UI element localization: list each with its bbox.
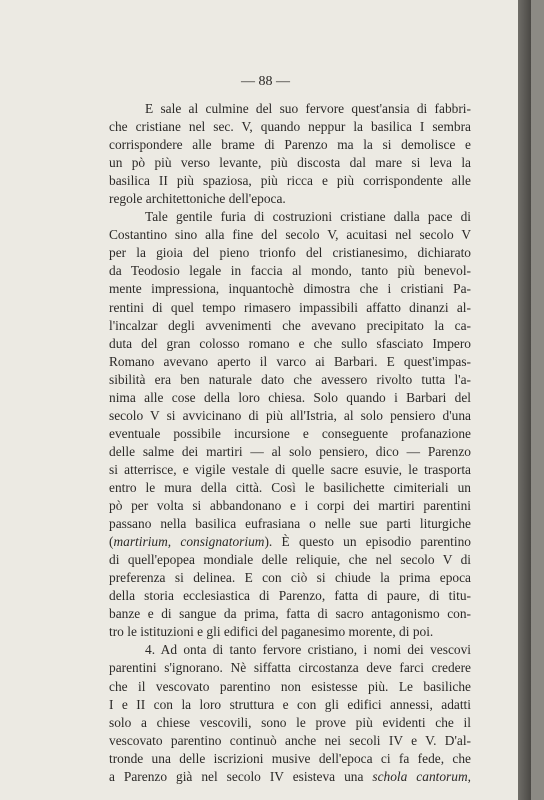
text-line: preferenza si delinea. E con ciò si chiude la prima epoca <box>109 570 471 586</box>
text-line: vescovato parentino continuò anche nei secoli IV e V. D'al- <box>109 732 471 748</box>
text-line: da Teodosio legale in faccia al mondo, tanto più benevol- <box>109 263 471 279</box>
text-line: duta del gran colosso romano e che sullo sfasciato Impero <box>109 335 471 351</box>
text-line: banze e di sangue da prima, fatta di sacro antagonismo con- <box>109 606 471 622</box>
text-line: Romano avevano aperto il varco ai Barbari. E quest'impas- <box>109 353 471 369</box>
text-segment: ). È questo un episodio parentino <box>264 534 471 550</box>
text-line: secolo V si avvicinano di più all'Istria, al solo pensiero d'una <box>109 407 471 423</box>
italic-term: schola cantorum <box>372 768 468 784</box>
text-line: corrispondere alle brame di Parenzo ma la si demolisce e <box>109 137 471 153</box>
text-line: per la gioia del pieno trionfo del cristianesimo, dichiarato <box>109 245 471 261</box>
text-line: l'incalzar degli avvenimenti che avevano precipitato la ca- <box>109 317 471 333</box>
text-line: pò per volta si abbandonano e i corpi dei martiri parentini <box>109 498 471 514</box>
text-line: sibilità era ben naturale dato che avessero rivolto tutta l'a- <box>109 371 471 387</box>
text-line: passano nella basilica eufrasiana o nelle sue parti liturgiche <box>109 516 471 532</box>
text-segment: ( <box>109 534 114 550</box>
text-line: che il vescovato parentino non esistesse più. Le basiliche <box>109 678 471 694</box>
text-line: E sale al culmine del suo fervore quest'ansia di fabbri- <box>145 101 471 116</box>
italic-term: martirium, consignatorium <box>113 534 265 550</box>
text-line: che cristiane nel sec. V, quando neppur la basilica I sembra <box>109 119 471 135</box>
text-line: di quell'epopea mondiale delle reliquie, che nel secolo V di <box>109 552 471 568</box>
text-line: parentini s'ignorano. Nè siffatta circostanza deve farci credere <box>109 660 471 676</box>
text-line: tro le istituzioni e gli edifici del paganesimo morente, di poi. <box>109 624 434 640</box>
text-line: I e II con la loro struttura e con gli edifici annessi, adatti <box>109 696 471 712</box>
text-line: rentini di quel tempo rimasero impassibili affatto dinanzi al- <box>109 299 471 315</box>
text-segment: a Parenzo già nel secolo IV esisteva una <box>109 768 373 784</box>
scan-edge-shadow <box>518 0 531 800</box>
text-line: della storia ecclesiastica di Parenzo, fatta di paure, di titu- <box>109 588 471 604</box>
text-line: 4. Ad onta di tanto fervore cristiano, i nomi dei vescovi <box>145 642 471 658</box>
text-line: si atterrisce, e vigile vestale di quelle sacre esuvie, le trasporta <box>109 461 471 477</box>
text-line: Costantino sino alla fine del secolo V, acuitasi nel secolo V <box>109 227 471 243</box>
text-line: tronde una delle iscrizioni musive dell'epoca ci fa fede, che <box>109 750 471 766</box>
text-line: basilica II più spaziosa, più ricca e più corrispondente alle <box>109 173 471 189</box>
text-segment: , <box>467 768 471 784</box>
text-line: entro le mura della città. Così le basilichette cimiteriali un <box>109 479 471 495</box>
text-line: solo a chiese vescovili, sono le prove più evidenti che il <box>109 714 471 730</box>
text-line: nima alle cose della loro chiesa. Solo quando i Barbari del <box>109 389 471 405</box>
text-line: mente impressiona, inquantochè dimostra che i cristiani Pa- <box>109 281 471 297</box>
text-line: eventuale possibile incursione e conseguente profanazione <box>109 425 471 441</box>
text-line: Tale gentile furia di costruzioni cristiane dalla pace di <box>145 209 471 225</box>
body-text <box>109 100 471 786</box>
text-line <box>109 768 471 786</box>
text-line: regole architettoniche dell'epoca. <box>109 191 286 207</box>
text-line: delle salme dei martiri — al solo pensiero, dico — Parenzo <box>109 443 471 459</box>
text-line <box>109 533 471 551</box>
page-number: — 88 — <box>241 74 290 89</box>
text-line: un pò più verso levante, più discosta dal mare si leva la <box>109 155 471 171</box>
